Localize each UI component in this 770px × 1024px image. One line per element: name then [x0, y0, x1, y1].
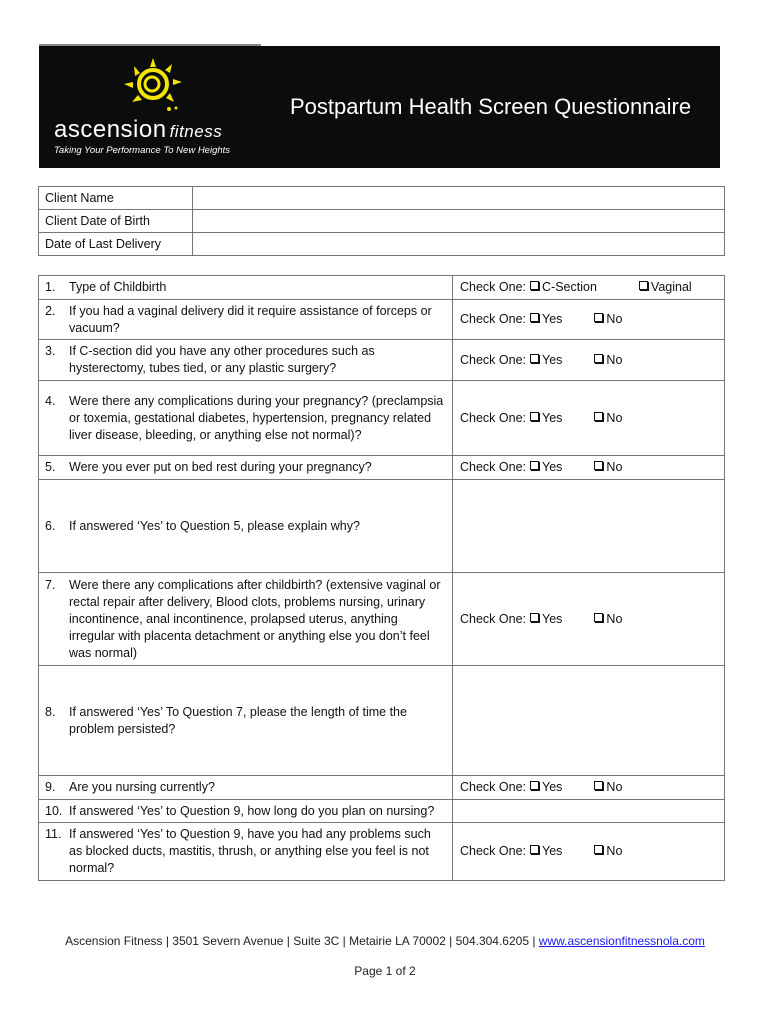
question-row [39, 480, 725, 573]
no-label: No [606, 844, 623, 858]
question-text: If answered ‘Yes’ To Question 7, please the length of time the problem persisted? [69, 704, 407, 736]
question-text: If you had a vaginal delivery did it require assistance of forceps or vacuum? [69, 303, 432, 335]
answer-cell [453, 776, 725, 800]
question-number: 4. [45, 393, 56, 408]
questionnaire-table [38, 275, 725, 881]
brand-tagline: Taking Your Performance To New Heights [54, 145, 231, 156]
no-label: No [606, 611, 623, 626]
yes-label: Yes [542, 780, 563, 794]
client-name-row [39, 187, 725, 210]
yes-label: Yes [542, 410, 563, 425]
question-row [39, 456, 725, 480]
no-label: No [606, 352, 623, 367]
question-number: 5. [45, 460, 56, 474]
check-one-label: Check One: [460, 611, 527, 626]
client-dob-row [39, 210, 725, 233]
client-name-field[interactable] [193, 187, 725, 210]
yes-checkbox[interactable] [530, 354, 539, 363]
check-one-label: Check One: [460, 410, 527, 425]
no-checkbox[interactable] [594, 781, 603, 790]
question-cell [39, 800, 453, 823]
yes-label: Yes [542, 844, 563, 858]
last-delivery-row [39, 233, 725, 256]
answer-cell [453, 340, 725, 381]
question-row [39, 800, 725, 823]
question-row [39, 381, 725, 456]
question-text: Type of Childbirth [69, 280, 167, 294]
question-cell [39, 276, 453, 300]
question-text: Were there any complications after childbirth? (extensive vaginal or rectal repair after delivery, Blood clots, problems nursing, urinary incontinence, anal incontinence, prolapsed uterus, anything irregular with placenta detachment or anything else you don’t feel was normal) [69, 577, 441, 660]
check-one-label: Check One: [460, 312, 527, 326]
question-number: 8. [45, 704, 56, 719]
question-row [39, 573, 725, 666]
question-row [39, 300, 725, 340]
no-label: No [606, 410, 623, 425]
question-number: 9. [45, 780, 56, 794]
check-one-label: Check One: [460, 352, 527, 367]
question-text: Were you ever put on bed rest during your pregnancy? [69, 460, 372, 474]
answer-cell [453, 456, 725, 480]
csection-checkbox[interactable] [530, 281, 539, 290]
question-cell [39, 776, 453, 800]
no-checkbox[interactable] [594, 313, 603, 322]
question-number: 2. [45, 303, 56, 318]
footer-address: Ascension Fitness | 3501 Severn Avenue | Suite 3C | Metairie LA 70002 | 504.304.6205 | [65, 934, 536, 948]
question-number: 6. [45, 518, 56, 533]
yes-checkbox[interactable] [530, 313, 539, 322]
answer-cell [453, 381, 725, 456]
check-one-label: Check One: [460, 280, 527, 294]
duration-answer-field[interactable] [453, 666, 725, 776]
question-number: 11. [45, 827, 62, 841]
vaginal-label: Vaginal [650, 280, 692, 294]
question-number: 1. [45, 280, 56, 294]
brand-suffix: fitness [169, 122, 223, 141]
yes-checkbox[interactable] [530, 781, 539, 790]
no-label: No [606, 780, 623, 794]
yes-label: Yes [542, 312, 563, 326]
answer-cell [453, 823, 725, 881]
nursing-plan-field[interactable] [453, 800, 725, 823]
question-text: If answered ‘Yes’ to Question 5, please explain why? [69, 518, 360, 533]
question-row [39, 823, 725, 881]
vaginal-checkbox[interactable] [639, 281, 648, 290]
no-checkbox[interactable] [594, 412, 603, 421]
question-cell [39, 823, 453, 881]
question-text: If answered ‘Yes’ to Question 9, have you had any problems such as blocked ducts, mastitis, thrush, or anything else you feel is not normal? [69, 827, 431, 875]
question-cell [39, 300, 453, 340]
check-one-label: Check One: [460, 844, 527, 858]
no-label: No [606, 460, 623, 474]
question-cell [39, 666, 453, 776]
client-info-table [38, 186, 725, 256]
footer [0, 934, 770, 948]
no-checkbox[interactable] [594, 461, 603, 470]
page-title: Postpartum Health Screen Questionnaire [290, 94, 692, 119]
last-delivery-field[interactable] [193, 233, 725, 256]
client-dob-label: Client Date of Birth [39, 210, 193, 233]
yes-label: Yes [542, 460, 563, 474]
question-cell [39, 480, 453, 573]
question-row [39, 776, 725, 800]
answer-cell [453, 276, 725, 300]
yes-label: Yes [542, 352, 563, 367]
no-checkbox[interactable] [594, 613, 603, 622]
question-row [39, 340, 725, 381]
check-one-label: Check One: [460, 780, 527, 794]
yes-checkbox[interactable] [530, 845, 539, 854]
sun-logo-icon [116, 54, 190, 116]
question-row [39, 276, 725, 300]
no-checkbox[interactable] [594, 845, 603, 854]
question-cell [39, 456, 453, 480]
brand-name: ascension [54, 116, 167, 143]
page-number: Page 1 of 2 [354, 964, 416, 978]
no-label: No [606, 312, 623, 326]
answer-cell [453, 300, 725, 340]
check-one-label: Check One: [460, 460, 527, 474]
brand-logo [54, 116, 222, 144]
yes-checkbox[interactable] [530, 412, 539, 421]
question-number: 3. [45, 344, 56, 358]
client-dob-field[interactable] [193, 210, 725, 233]
answer-cell [453, 573, 725, 666]
question-cell [39, 381, 453, 456]
question-cell [39, 573, 453, 666]
yes-label: Yes [542, 611, 563, 626]
question-text: If C-section did you have any other procedures such as hysterectomy, tubes tied, or any plastic surgery? [69, 344, 375, 375]
yes-checkbox[interactable] [530, 613, 539, 622]
no-checkbox[interactable] [594, 354, 603, 363]
last-delivery-label: Date of Last Delivery [39, 233, 193, 256]
question-number: 7. [45, 577, 56, 592]
question-number: 10. [45, 803, 63, 818]
question-text: If answered ‘Yes’ to Question 9, how long do you plan on nursing? [69, 803, 435, 818]
question-text: Are you nursing currently? [69, 780, 215, 794]
question-text: Were there any complications during your pregnancy? (preclampsia or toxemia, gestational diabetes, hypertension, pregnancy related liver disease, bleeding, or anything else not normal)? [69, 393, 444, 442]
csection-label: C-Section [542, 280, 597, 294]
question-cell [39, 340, 453, 381]
website-link[interactable]: www.ascensionfitnessnola.com [538, 934, 705, 948]
yes-checkbox[interactable] [530, 461, 539, 470]
client-name-label: Client Name [39, 187, 193, 210]
explain-answer-field[interactable] [453, 480, 725, 573]
question-row [39, 666, 725, 776]
